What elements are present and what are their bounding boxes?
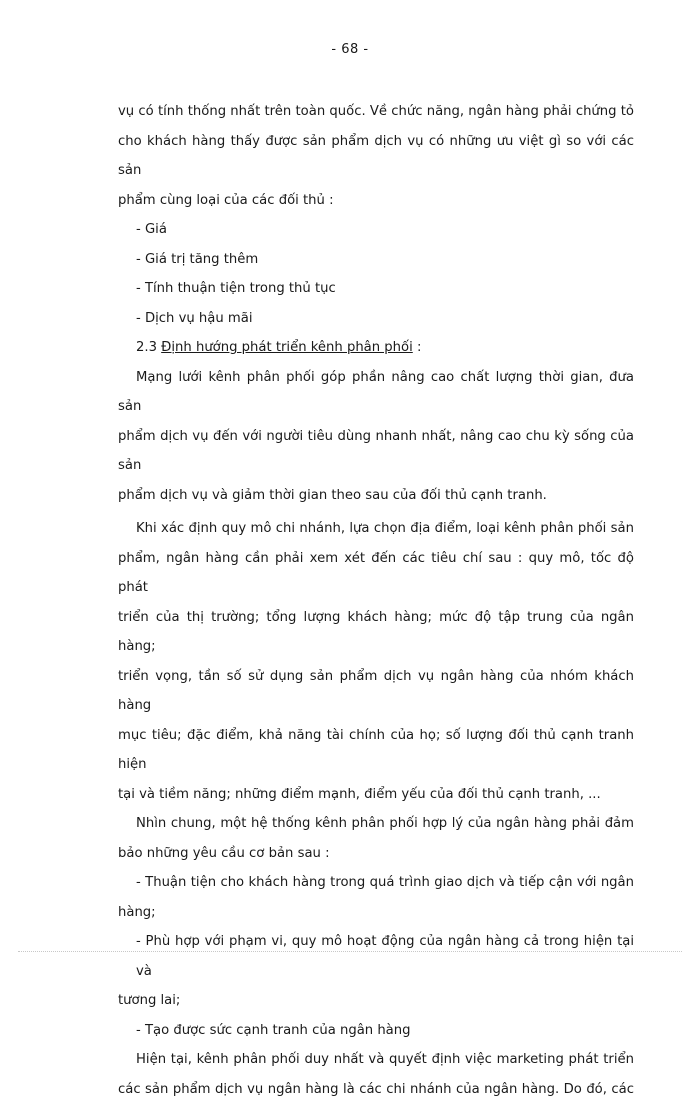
text-line: mục tiêu; đặc điểm, khả năng tài chính của họ; số lượng đối thủ cạnh tranh hiện <box>118 721 634 780</box>
list-item: - Phù hợp với phạm vi, quy mô hoạt động của ngân hàng cả trong hiện tại và <box>118 927 634 986</box>
text-line: phẩm, ngân hàng cần phải xem xét đến các tiêu chí sau : quy mô, tốc độ phát <box>118 544 634 603</box>
text-line: hàng; <box>118 898 634 928</box>
list-item: - Giá trị tăng thêm <box>118 245 634 275</box>
list-item: - Tính thuận tiện trong thủ tục <box>118 274 634 304</box>
document-body <box>118 97 634 1104</box>
text-line: triển vọng, tần số sử dụng sản phẩm dịch vụ ngân hàng của nhóm khách hàng <box>118 662 634 721</box>
text-line: vụ có tính thống nhất trên toàn quốc. Về chức năng, ngân hàng phải chứng tỏ <box>118 97 634 127</box>
section-heading <box>118 333 634 363</box>
text-line: phẩm dịch vụ và giảm thời gian theo sau của đối thủ cạnh tranh. <box>118 481 634 511</box>
text-line: Nhìn chung, một hệ thống kênh phân phối hợp lý của ngân hàng phải đảm <box>118 809 634 839</box>
text-line: Mạng lưới kênh phân phối góp phần nâng cao chất lượng thời gian, đưa sản <box>118 363 634 422</box>
text-line: Hiện tại, kênh phân phối duy nhất và quyết định việc marketing phát triển <box>118 1045 634 1075</box>
list-item: - Thuận tiện cho khách hàng trong quá trình giao dịch và tiếp cận với ngân <box>118 868 634 898</box>
list-item: - Tạo được sức cạnh tranh của ngân hàng <box>118 1016 634 1046</box>
section-number: 2.3 <box>136 340 161 355</box>
text-line: tại và tiềm năng; những điểm mạnh, điểm yếu của đối thủ cạnh tranh, ... <box>118 780 634 810</box>
section-title: Định hướng phát triển kênh phân phối <box>161 340 413 355</box>
text-line: cho khách hàng thấy được sản phẩm dịch vụ có những ưu việt gì so với các sản <box>118 127 634 186</box>
text-line: các sản phẩm dịch vụ ngân hàng là các chi nhánh của ngân hàng. Do đó, các <box>118 1075 634 1104</box>
section-colon: : <box>413 340 422 355</box>
text-line: phẩm cùng loại của các đối thủ : <box>118 186 634 216</box>
list-item: - Dịch vụ hậu mãi <box>118 304 634 334</box>
list-item: - Giá <box>118 215 634 245</box>
text-line: tương lai; <box>118 986 634 1016</box>
text-line: phẩm dịch vụ đến với người tiêu dùng nhanh nhất, nâng cao chu kỳ sống của sản <box>118 422 634 481</box>
text-line: bảo những yêu cầu cơ bản sau : <box>118 839 634 869</box>
page-bottom-divider <box>18 951 682 952</box>
page-number: - 68 - <box>0 42 700 57</box>
text-line: triển của thị trường; tổng lượng khách hàng; mức độ tập trung của ngân hàng; <box>118 603 634 662</box>
text-line: Khi xác định quy mô chi nhánh, lựa chọn địa điểm, loại kênh phân phối sản <box>118 514 634 544</box>
